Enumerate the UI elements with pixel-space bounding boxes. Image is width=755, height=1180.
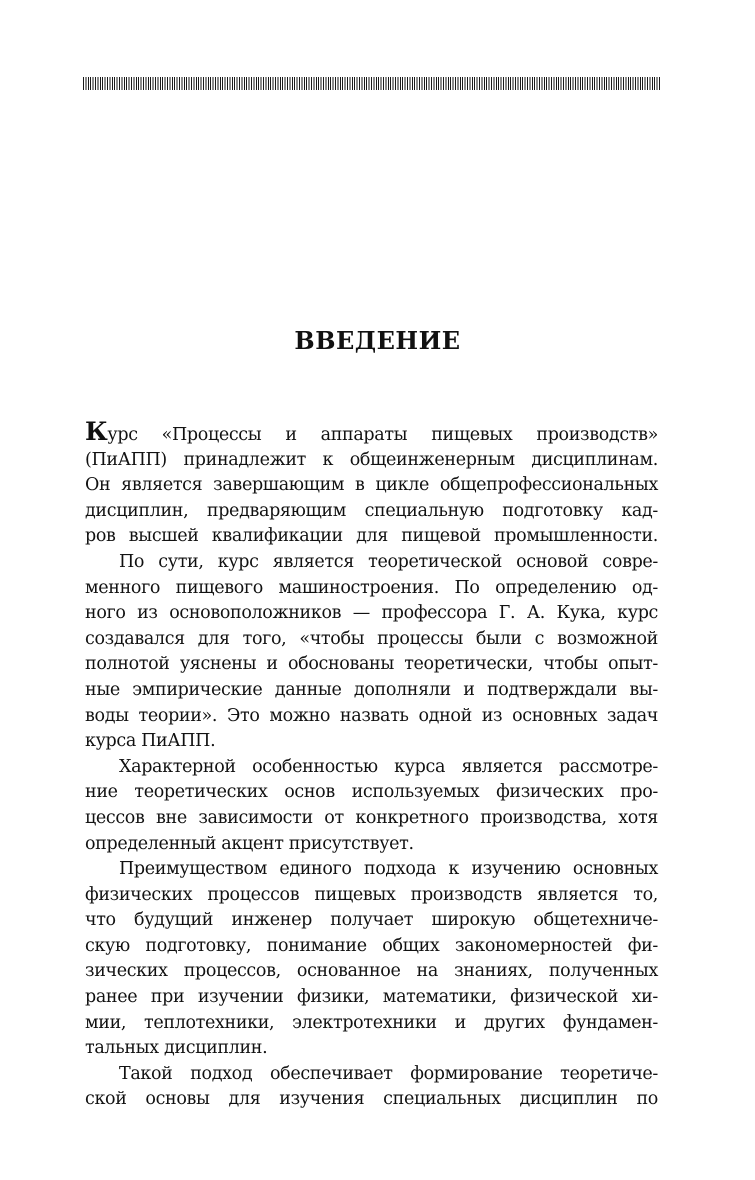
text-line: По сути, курс является теоретической основой совре-	[119, 551, 658, 572]
text-line: Курс «Процессы и аппараты пищевых производств»	[85, 417, 658, 446]
text-line: (ПиАПП) принадлежит к общеинженерным дисциплинам.	[85, 449, 658, 470]
text-line: ров высшей квалификации для пищевой промышленности.	[85, 526, 658, 547]
text-line: создавался для того, «чтобы процессы были с возможной	[85, 628, 658, 649]
text-line: Характерной особенностью курса является рассмотре-	[119, 756, 658, 777]
text-line: ской основы для изучения специальных дисциплин по	[85, 1089, 658, 1110]
text-line: зических процессов, основанное на знаниях, полученных	[85, 961, 658, 982]
text-line: дисциплин, предваряющим специальную подготовку кад-	[85, 500, 658, 521]
text-line: Преимуществом единого подхода к изучению основных	[119, 859, 658, 880]
text-line: курса ПиАПП.	[85, 731, 216, 752]
text-line: скую подготовку, понимание общих закономерностей фи-	[85, 935, 658, 956]
paragraph-1	[85, 417, 658, 550]
text-line: ного из основоположников — профессора Г. А. Кука, курс	[85, 603, 658, 624]
text-line: Он является завершающим в цикле общепрофессиональных	[85, 475, 658, 496]
paragraph-4	[85, 857, 658, 1062]
text-line: менного пищевого машиностроения. По определению од-	[85, 577, 658, 598]
body-text	[85, 417, 658, 1113]
text-line: полнотой уяснены и обоснованы теоретически, чтобы опыт-	[85, 654, 658, 675]
text-line: цессов вне зависимости от конкретного производства, хотя	[85, 807, 658, 828]
text-line: ранее при изучении физики, математики, физической хи-	[85, 987, 658, 1008]
header-rule	[83, 77, 660, 90]
paragraph-5	[85, 1062, 658, 1113]
chapter-title: ВВЕДЕНИЕ	[294, 326, 461, 355]
text-line: определенный акцент присутствует.	[85, 833, 414, 854]
text-line: ние теоретических основ используемых физических про-	[85, 782, 658, 803]
text-line: тальных дисциплин.	[85, 1038, 268, 1059]
paragraph-3	[85, 755, 658, 857]
text-line: физических процессов пищевых производств является то,	[85, 884, 658, 905]
drop-cap: К	[85, 417, 108, 446]
text-line: Такой подход обеспечивает формирование теоретиче-	[119, 1063, 658, 1084]
text-line: ные эмпирические данные дополняли и подтверждали вы-	[85, 679, 658, 700]
text-line: воды теории». Это можно назвать одной из основных задач	[85, 705, 658, 726]
text-line: мии, теплотехники, электротехники и других фундамен-	[85, 1012, 658, 1033]
text-line: что будущий инженер получает широкую общетехниче-	[85, 910, 658, 931]
paragraph-2	[85, 550, 658, 755]
